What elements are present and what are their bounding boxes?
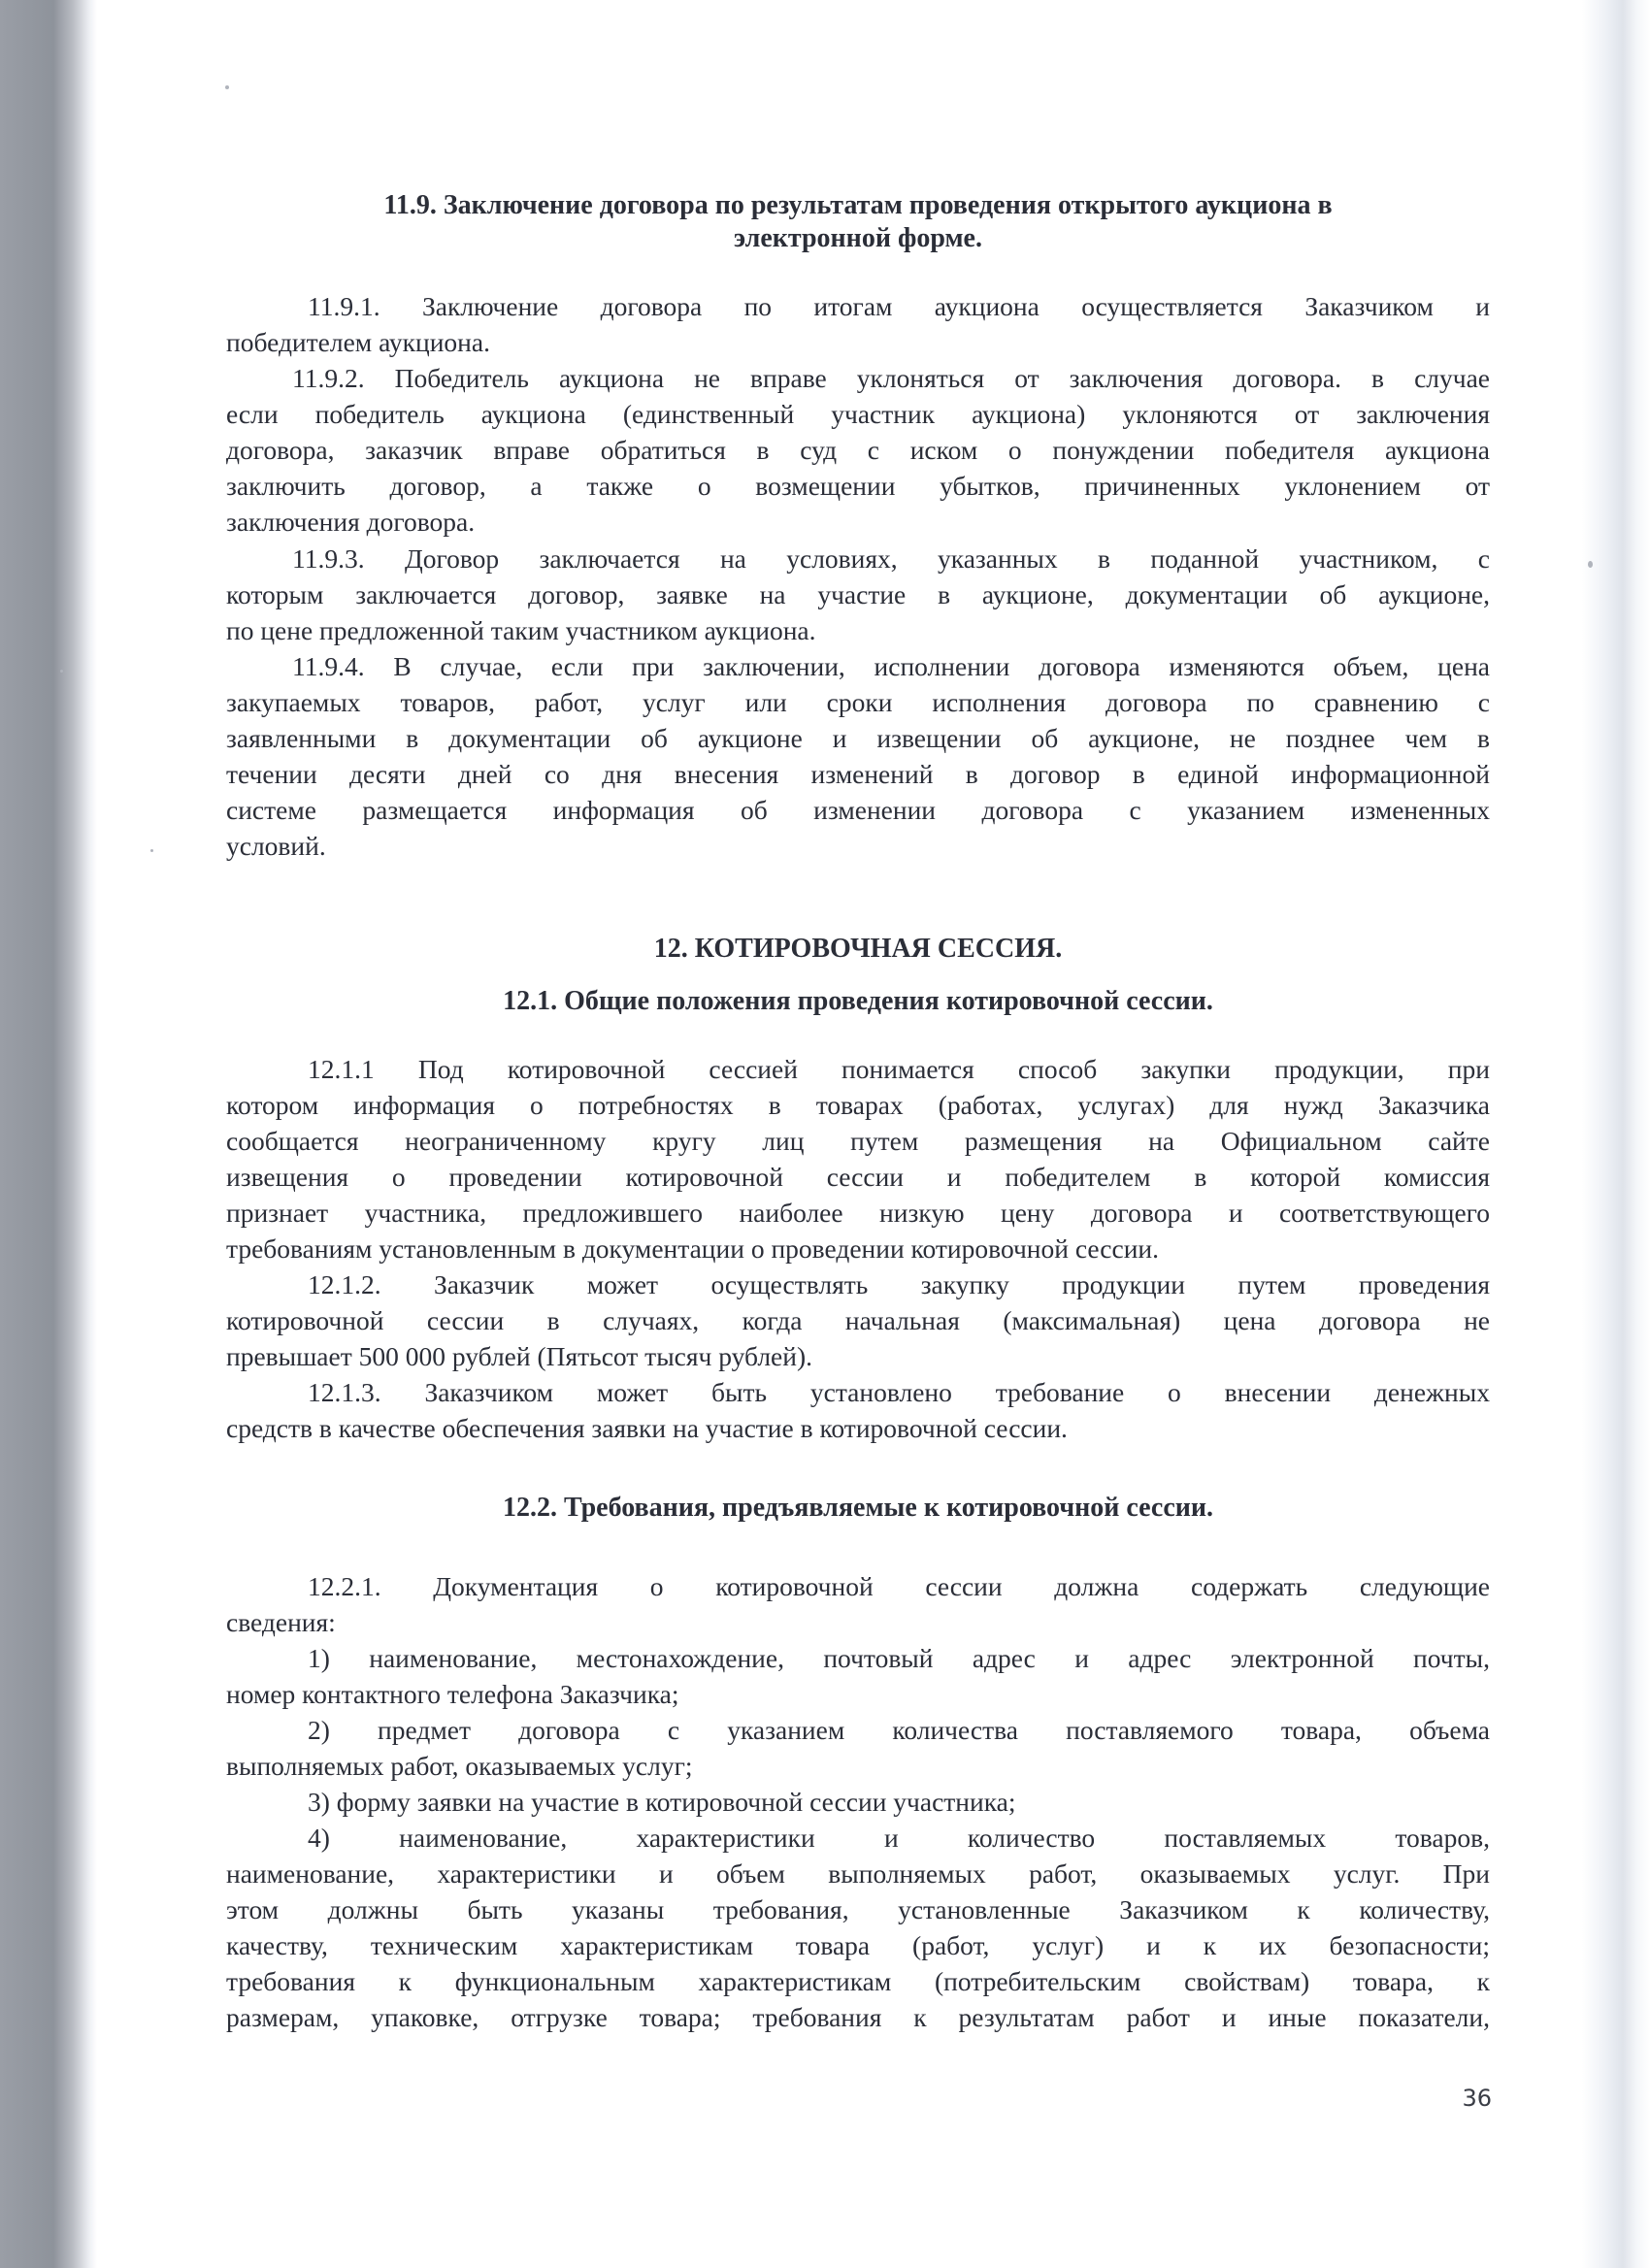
para-12-1-1-line: требованиям установленным в документации о проведении котировочной сессии. <box>226 1233 1160 1264</box>
list-item-3-line: 3) форму заявки на участие в котировочной сессии участника; <box>308 1787 1016 1817</box>
list-item-2-line: выполняемых работ, оказываемых услуг; <box>226 1751 693 1781</box>
para-12-1-2-line: котировочной сессии в случаях, когда начальная (максимальная) цена договора не <box>226 1305 1490 1335</box>
scan-speck <box>60 670 63 673</box>
para-11-9-2-line: если победитель аукциона (единственный участник аукциона) уклоняются от заключения <box>226 399 1490 429</box>
para-11-9-4-line: условий. <box>226 831 326 861</box>
list-item-1-line: номер контактного телефона Заказчика; <box>226 1679 679 1709</box>
list-item-4-line: требования к функциональным характеристикам (потребительским свойствам) товара, к <box>226 1966 1490 1996</box>
para-12-1-1-line: признает участника, предложившего наиболее низкую цену договора и соответствующего <box>226 1198 1490 1228</box>
list-item-4-line: размерам, упаковке, отгрузке товара; требования к результатам работ и иные показатели, <box>226 2002 1490 2032</box>
list-item-1-line: 1) наименование, местонахождение, почтовый адрес и адрес электронной почты, <box>308 1643 1490 1673</box>
list-item-4-line: качеству, техническим характеристикам товара (работ, услуг) и к их безопасности; <box>226 1930 1490 1960</box>
para-12-1-1-line: котором информация о потребностях в товарах (работах, услугах) для нужд Заказчика <box>226 1090 1490 1120</box>
list-item-4-line: 4) наименование, характеристики и количество поставляемых товаров, <box>308 1823 1490 1853</box>
para-12-1-2-line: 12.1.2. Заказчик может осуществлять закупку продукции путем проведения <box>308 1269 1490 1299</box>
heading-12-1: 12.1. Общие положения проведения котировочной сессии. <box>503 986 1213 1016</box>
heading-11-9-line2: электронной форме. <box>734 223 982 253</box>
para-12-1-1-line: 12.1.1 Под котировочной сессией понимается способ закупки продукции, при <box>308 1054 1490 1084</box>
para-11-9-3-line: которым заключается договор, заявке на участие в аукционе, документации об аукционе, <box>226 579 1490 609</box>
para-11-9-3-line: 11.9.3. Договор заключается на условиях, указанных в поданной участником, с <box>292 543 1490 574</box>
heading-12-2: 12.2. Требования, предъявляемые к котировочной сессии. <box>502 1493 1214 1523</box>
para-11-9-2-line: договора, заказчик вправе обратиться в суд с иском о понуждении победителя аукциона <box>226 435 1490 465</box>
page-number: 36 <box>1462 2085 1492 2112</box>
para-11-9-4-line: заявленными в документации об аукционе и извещении об аукционе, не позднее чем в <box>226 723 1490 753</box>
list-item-4-line: наименование, характеристики и объем выполняемых работ, оказываемых услуг. При <box>226 1858 1490 1889</box>
para-12-1-2-line: превышает 500 000 рублей (Пятьсот тысяч рублей). <box>226 1341 812 1371</box>
para-12-2-1-line: 12.2.1. Документация о котировочной сессии должна содержать следующие <box>308 1571 1490 1601</box>
list-item-4-line: этом должны быть указаны требования, установленные Заказчиком к количеству, <box>226 1894 1490 1924</box>
scan-speck <box>225 85 229 89</box>
para-11-9-2-line: 11.9.2. Победитель аукциона не вправе уклоняться от заключения договора. в случае <box>292 363 1490 393</box>
para-12-1-1-line: извещения о проведении котировочной сессии и победителем в которой комиссия <box>226 1162 1490 1192</box>
para-11-9-3-line: по цене предложенной таким участником аукциона. <box>226 615 816 645</box>
scan-speck <box>150 849 153 852</box>
para-11-9-4-line: системе размещается информация об изменении договора с указанием измененных <box>226 795 1490 825</box>
para-11-9-2-line: заключить договор, а также о возмещении убытков, причиненных уклонением от <box>226 471 1490 501</box>
para-11-9-1-line: 11.9.1. Заключение договора по итогам аукциона осуществляется Заказчиком и <box>308 291 1490 321</box>
para-11-9-4-line: 11.9.4. В случае, если при заключении, исполнении договора изменяются объем, цена <box>292 651 1490 681</box>
para-11-9-4-line: закупаемых товаров, работ, услуг или сроки исполнения договора по сравнению с <box>226 687 1490 717</box>
para-12-1-3-line: 12.1.3. Заказчиком может быть установлено требование о внесении денежных <box>308 1377 1490 1407</box>
list-item-2-line: 2) предмет договора с указанием количества поставляемого товара, объема <box>308 1715 1490 1745</box>
para-12-1-1-line: сообщается неограниченному кругу лиц путем размещения на Официальном сайте <box>226 1126 1490 1156</box>
heading-11-9-line1: 11.9. Заключение договора по результатам проведения открытого аукциона в <box>383 190 1333 220</box>
para-11-9-2-line: заключения договора. <box>226 507 476 537</box>
para-11-9-4-line: течении десяти дней со дня внесения изменений в договор в единой информационной <box>226 759 1490 789</box>
para-12-2-1-line: сведения: <box>226 1607 336 1637</box>
heading-12: 12. КОТИРОВОЧНАЯ СЕССИЯ. <box>653 934 1063 964</box>
para-11-9-1-line: победителем аукциона. <box>226 327 490 357</box>
scan-speck <box>1588 561 1593 568</box>
para-12-1-3-line: средств в качестве обеспечения заявки на участие в котировочной сессии. <box>226 1413 1068 1443</box>
